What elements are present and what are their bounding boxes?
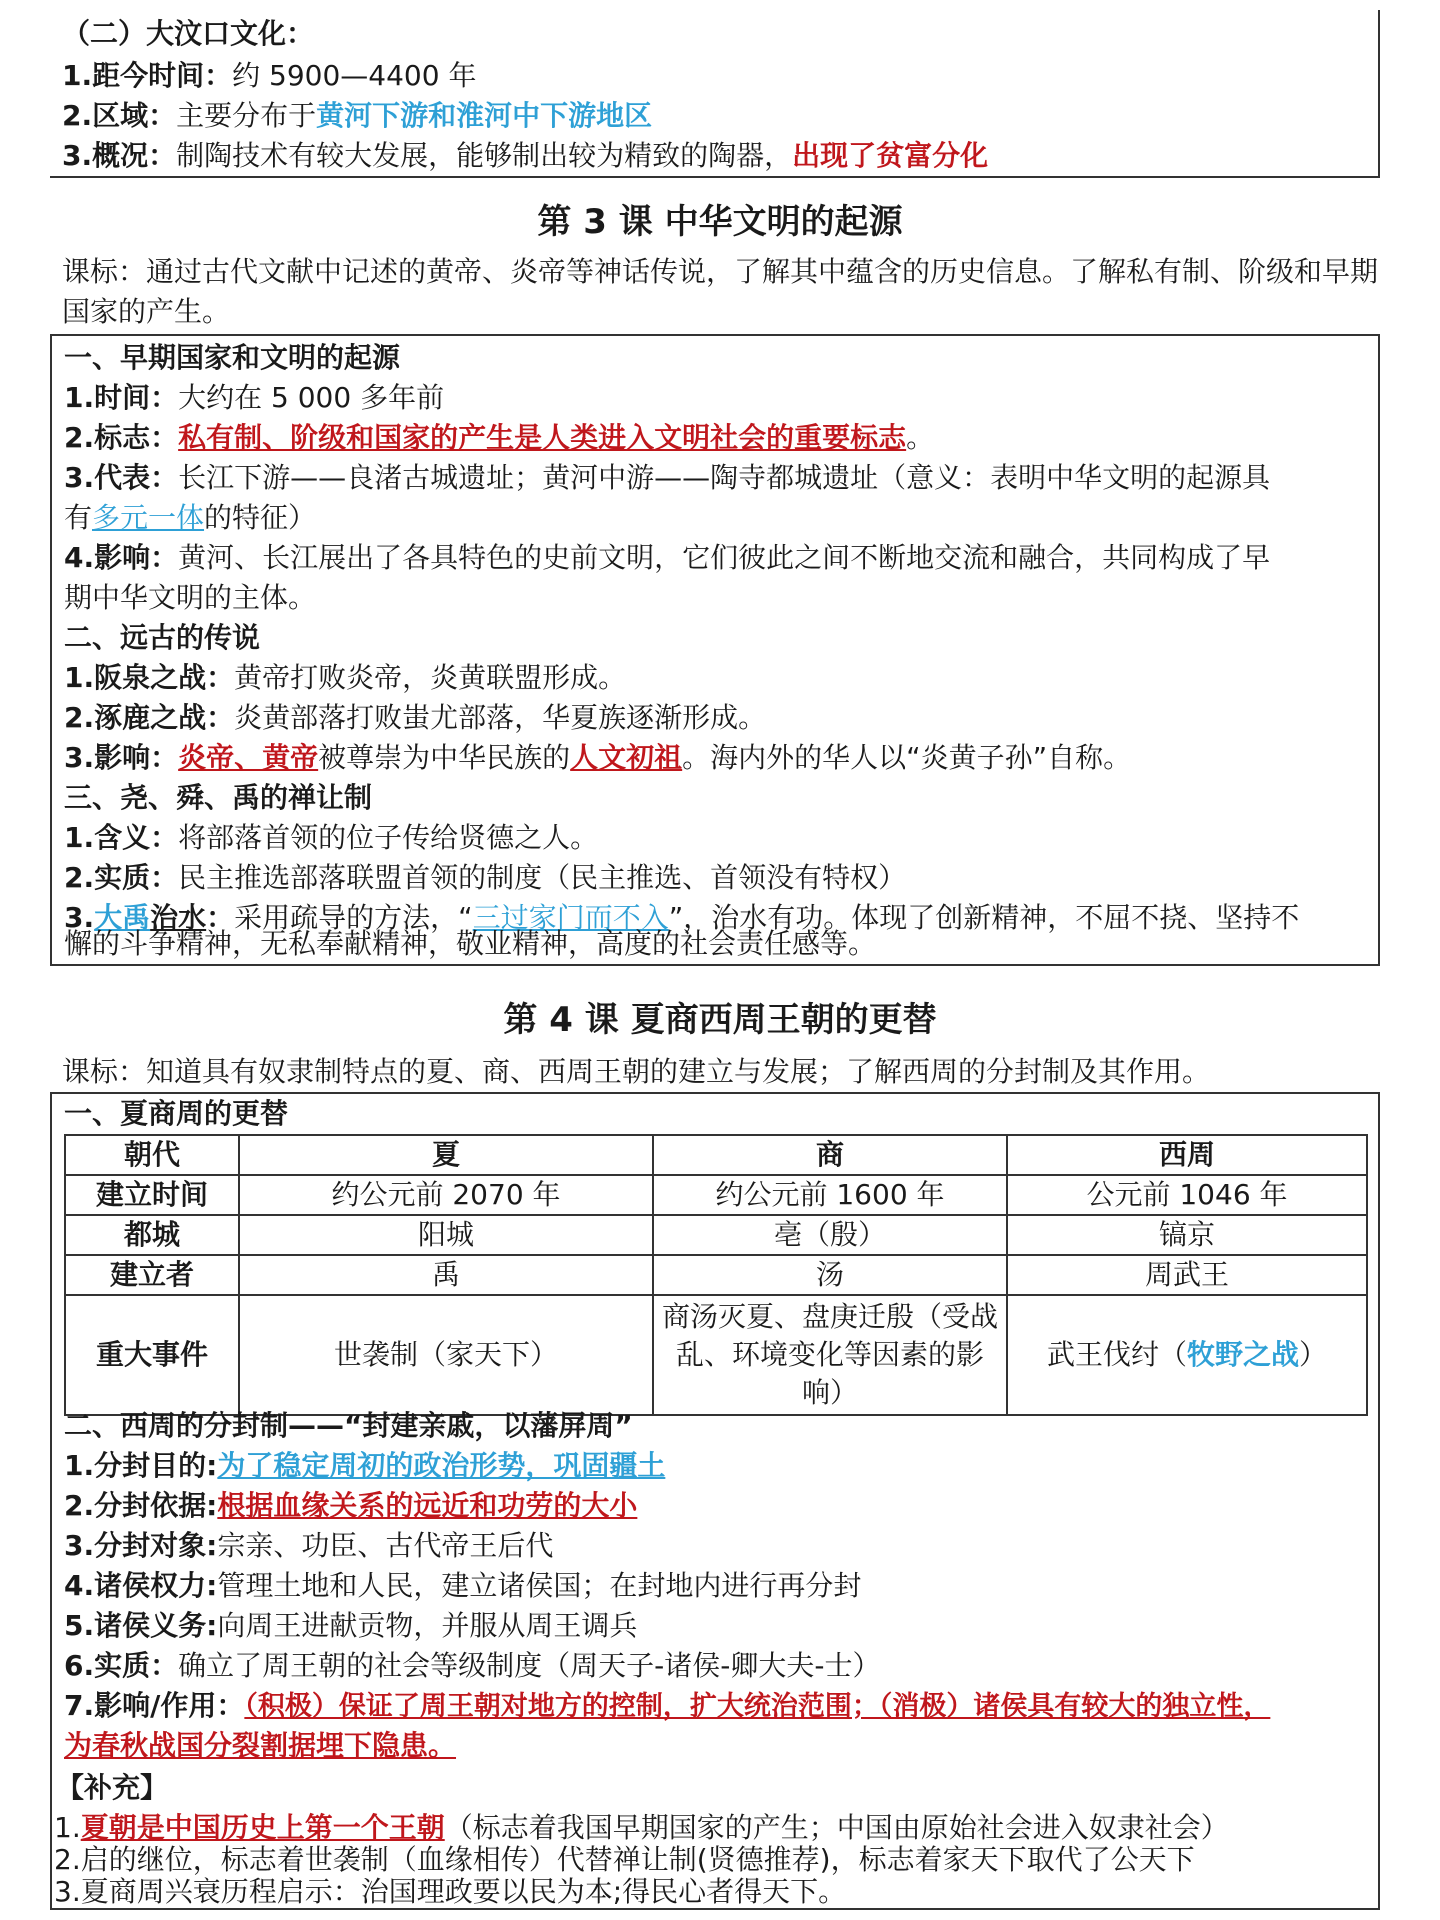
label: 1.时间： xyxy=(64,381,179,414)
l4-sup-3: 3.夏商周兴衰历程启示：治国理政要以民为本;得民心者得天下。 xyxy=(54,1875,847,1908)
label: 2.实质： xyxy=(64,861,179,894)
l3-s2-c xyxy=(64,738,1378,778)
label: 2.标志： xyxy=(64,421,179,454)
section-border-bottom xyxy=(50,176,1380,178)
l4-s2-heading: 二、西周的分封制——“封建亲戚，以藩屏周” xyxy=(64,1409,633,1442)
l3-s2-b xyxy=(64,698,1378,738)
label: 3.概况： xyxy=(62,139,177,172)
highlight: 炎帝、黄帝 xyxy=(178,741,319,774)
label: 1.距今时间： xyxy=(62,59,233,92)
l3-s1-inf-1 xyxy=(64,538,1378,578)
l4-f2 xyxy=(64,1486,1378,1526)
text: 制陶技术有较大发展，能够制出较为精致的陶器， xyxy=(176,139,793,172)
lesson3-box xyxy=(50,334,1380,966)
l3-s2-heading: 二、远古的传说 xyxy=(64,621,261,654)
text: 。 xyxy=(906,421,935,454)
value: 大约在 5 000 多年前 xyxy=(178,381,445,414)
lesson4-title: 第 4 课 夏商西周王朝的更替 xyxy=(503,1000,937,1040)
value: 将部落首领的位子传给贤德之人。 xyxy=(178,821,599,854)
table-cell: 汤 xyxy=(653,1255,1007,1295)
l3-s3-a xyxy=(64,818,1378,858)
lesson3-standard: 课标：通过古代文献中记述的黄帝、炎帝等神话传说，了解其中蕴含的历史信息。了解私有制、阶级和早期国家的产生。 xyxy=(62,255,1379,328)
label: 1. xyxy=(54,1811,81,1844)
table-row xyxy=(65,1215,1367,1255)
table-header: 夏 xyxy=(239,1135,653,1175)
text: 。海内外的华人以“炎黄子孙”自称。 xyxy=(682,741,1132,774)
highlight: 三过家门而不入 xyxy=(472,901,669,934)
label: 4.诸侯权力: xyxy=(64,1569,218,1602)
label: 5.诸侯义务: xyxy=(64,1609,218,1642)
table-row xyxy=(65,1255,1367,1295)
label: 3.分封对象: xyxy=(64,1529,218,1562)
highlight: 出现了贫富分化 xyxy=(792,139,989,172)
l3-s1-time xyxy=(64,378,1378,418)
highlight: 黄河下游和淮河中下游地区 xyxy=(316,99,653,132)
l3-s1-inf-2: 期中华文明的主体。 xyxy=(64,581,317,614)
value: 约 5900—4400 年 xyxy=(232,59,477,92)
table-cell: 约公元前 1600 年 xyxy=(653,1175,1007,1215)
label: 2.区域： xyxy=(62,99,177,132)
row-label: 重大事件 xyxy=(65,1295,239,1415)
text: ”，治水有功。体现了创新精神，不屈不挠、坚持不 xyxy=(668,901,1300,934)
value: 管理土地和人民，建立诸侯国；在封地内进行再分封 xyxy=(217,1569,862,1602)
label: 1.分封目的: xyxy=(64,1449,218,1482)
l3-s2-a xyxy=(64,658,1378,698)
text: 有 xyxy=(64,501,93,534)
l4-s1-heading: 一、夏商周的更替 xyxy=(64,1097,289,1130)
text: （标志着我国早期国家的产生；中国由原始社会进入奴隶社会） xyxy=(444,1811,1229,1844)
dynasty-table xyxy=(64,1134,1368,1416)
l4-f7-1 xyxy=(64,1686,1378,1727)
row-label: 建立时间 xyxy=(65,1175,239,1215)
highlight: 为春秋战国分裂割据埋下隐患。 xyxy=(64,1729,457,1762)
dawenkou-overview xyxy=(62,136,1440,176)
value: 民主推选部落联盟首领的制度（民主推选、首领没有特权） xyxy=(178,861,907,894)
label: 7.影响/作用： xyxy=(64,1689,245,1722)
dawenkou-region xyxy=(62,96,1440,136)
l4-f1 xyxy=(64,1446,1378,1486)
text: ） xyxy=(1299,1338,1328,1371)
text: 的特征） xyxy=(204,501,317,534)
lesson4-box xyxy=(50,1092,1380,1910)
lesson3-title: 第 3 课 中华文明的起源 xyxy=(537,202,903,242)
table-cell: 约公元前 2070 年 xyxy=(239,1175,653,1215)
l3-s3-b xyxy=(64,858,1378,898)
dawenkou-heading: （二）大汶口文化： xyxy=(62,17,315,50)
text: 武王伐纣（ xyxy=(1046,1338,1187,1371)
row-label: 都城 xyxy=(65,1215,239,1255)
table-cell: 禹 xyxy=(239,1255,653,1295)
l4-f6 xyxy=(64,1646,1378,1686)
l4-sup-2: 2.启的继位，标志着世袭制（血缘相传）代替禅让制(贤德推荐)，标志着家天下取代了公天下 xyxy=(54,1843,1195,1876)
text: 主要分布于 xyxy=(176,99,317,132)
label: 1.阪泉之战： xyxy=(64,661,235,694)
table-cell: 周武王 xyxy=(1007,1255,1367,1295)
text: 长江下游——良渚古城遗址；黄河中游——陶寺都城遗址（意义：表明中华文明的起源具 xyxy=(178,461,1271,494)
label: 3. xyxy=(64,901,95,934)
value: 确立了周王朝的社会等级制度（周天子-诸侯-卿大夫-士） xyxy=(178,1649,881,1682)
lesson4-standard: 课标：知道具有奴隶制特点的夏、商、西周王朝的建立与发展；了解西周的分封制及其作用。 xyxy=(62,1055,1211,1088)
dawenkou-time xyxy=(62,56,1440,96)
label: 1.含义： xyxy=(64,821,179,854)
l3-s3-heading: 三、尧、舜、禹的禅让制 xyxy=(64,781,373,814)
table-header-row xyxy=(65,1135,1367,1175)
label: 2.分封依据: xyxy=(64,1489,218,1522)
label: 3.代表： xyxy=(64,461,179,494)
table-cell: 阳城 xyxy=(239,1215,653,1255)
l4-f4 xyxy=(64,1566,1378,1606)
label: 2.涿鹿之战： xyxy=(64,701,235,734)
row-label: 建立者 xyxy=(65,1255,239,1295)
highlight: 牧野之战 xyxy=(1186,1338,1299,1371)
text: ： xyxy=(206,901,235,934)
l4-sup-heading: 【补充】 xyxy=(56,1771,169,1804)
highlight: 为了稳定周初的政治形势，巩固疆土 xyxy=(217,1449,666,1482)
table-cell: 亳（殷） xyxy=(653,1215,1007,1255)
value: 向周王进献贡物，并服从周王调兵 xyxy=(217,1609,638,1642)
highlight: 夏朝是中国历史上第一个王朝 xyxy=(80,1811,445,1844)
text: 采用疏导的方法，“ xyxy=(234,901,473,934)
highlight: 治水 xyxy=(150,901,207,934)
highlight: 大禹 xyxy=(94,901,151,934)
l4-f5 xyxy=(64,1606,1378,1646)
value: 炎黄部落打败蚩尤部落，华夏族逐渐形成。 xyxy=(234,701,767,734)
highlight: （积极）保证了周王朝对地方的控制，扩大统治范围；（消极）诸侯具有较大的独立性， xyxy=(244,1691,1271,1722)
table-header: 朝代 xyxy=(65,1135,239,1175)
value: 宗亲、功臣、古代帝王后代 xyxy=(217,1529,554,1562)
l3-s3-c-2: 懈的斗争精神，无私奉献精神，敬业精神，高度的社会责任感等。 xyxy=(64,927,877,960)
l4-f7-2 xyxy=(64,1726,1378,1766)
highlight: 多元一体 xyxy=(92,501,205,534)
text: 黄河、长江展出了各具特色的史前文明，它们彼此之间不断地交流和融合，共同构成了早 xyxy=(178,541,1271,574)
table-cell: 镐京 xyxy=(1007,1215,1367,1255)
table-row xyxy=(65,1175,1367,1215)
label: 6.实质： xyxy=(64,1649,179,1682)
l3-s1-rep-2 xyxy=(64,498,1378,538)
table-header: 西周 xyxy=(1007,1135,1367,1175)
l3-s1-heading: 一、早期国家和文明的起源 xyxy=(64,341,401,374)
table-header: 商 xyxy=(653,1135,1007,1175)
table-cell: 世袭制（家天下） xyxy=(239,1295,653,1415)
table-cell xyxy=(1007,1295,1367,1415)
l3-s1-sign xyxy=(64,418,1378,458)
highlight: 根据血缘关系的远近和功劳的大小 xyxy=(217,1489,638,1522)
label: 3.影响： xyxy=(64,741,179,774)
table-cell: 商汤灭夏、盘庚迁殷（受战乱、环境变化等因素的影响） xyxy=(653,1295,1007,1415)
dawenkou-section xyxy=(0,0,1440,178)
label: 4.影响： xyxy=(64,541,179,574)
highlight: 人文初祖 xyxy=(570,741,683,774)
table-row xyxy=(65,1295,1367,1415)
table-cell: 公元前 1046 年 xyxy=(1007,1175,1367,1215)
text: 被尊崇为中华民族的 xyxy=(318,741,571,774)
highlight: 私有制、阶级和国家的产生是人类进入文明社会的重要标志 xyxy=(178,421,907,454)
value: 黄帝打败炎帝，炎黄联盟形成。 xyxy=(234,661,627,694)
l3-s1-rep-1 xyxy=(64,458,1378,498)
l4-f3 xyxy=(64,1526,1378,1566)
